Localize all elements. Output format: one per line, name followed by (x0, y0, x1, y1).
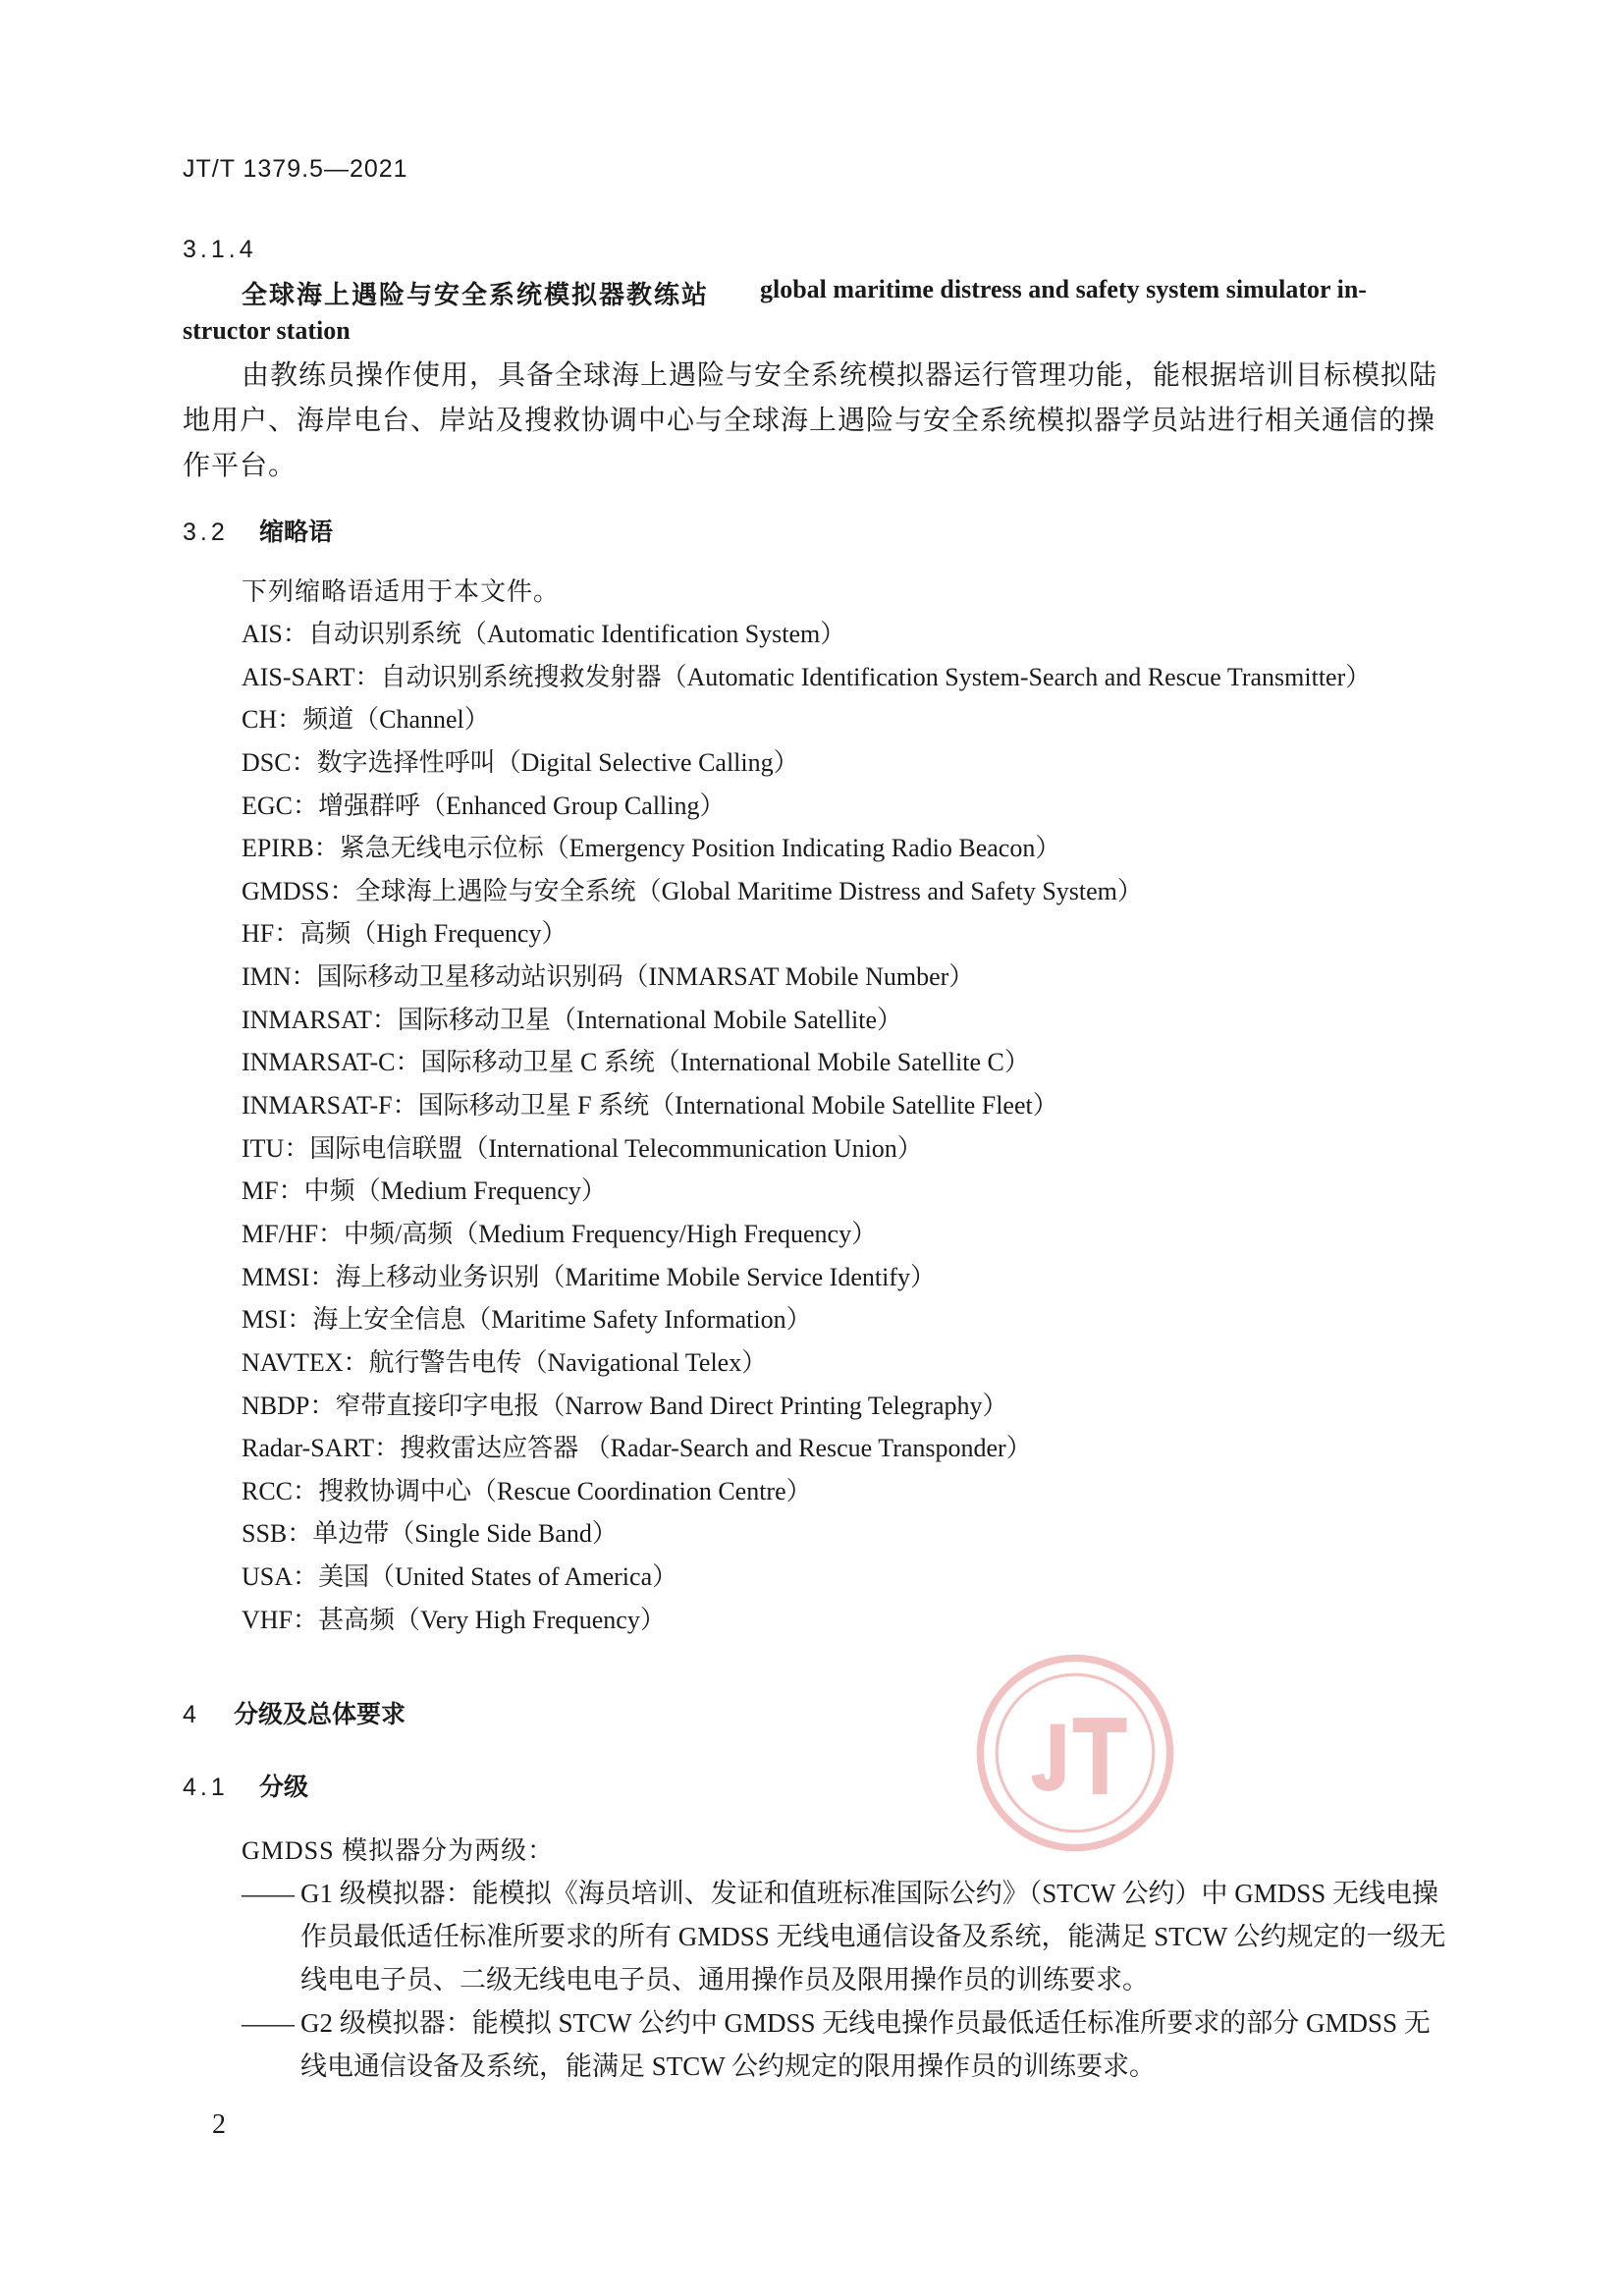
jt-stamp-logo (972, 1650, 1178, 1856)
list-item: INMARSAT-C：国际移动卫星 C 系统（International Mobile Satellite C） (242, 1048, 1030, 1077)
abbreviation-list (242, 617, 1371, 1645)
list-item: Radar-SART：搜救雷达应答器 （Radar-Search and Rescue Transponder） (242, 1434, 1032, 1463)
section-number: 4.1 (183, 1774, 229, 1801)
term-english-line1: global maritime distress and safety system simulator in- (760, 275, 1367, 303)
grading-intro: GMDSS 模拟器分为两级： (242, 1836, 555, 1865)
list-item: AIS-SART：自动识别系统搜救发射器（Automatic Identification System-Search and Rescue Transmitter） (242, 662, 1372, 691)
list-item: MF/HF：中频/高频（Medium Frequency/High Frequency） (242, 1219, 878, 1248)
clause-number: 3.1.4 (183, 236, 257, 263)
term-chinese: 全球海上遇险与安全系统模拟器教练站 (242, 280, 710, 309)
section-number: 3.2 (183, 519, 229, 546)
grading-item-g2 (242, 2001, 1451, 2088)
list-item: DSC：数字选择性呼叫（Digital Selective Calling） (242, 747, 799, 777)
term-definition (183, 354, 1451, 489)
list-item: INMARSAT：国际移动卫星（International Mobile Satellite） (242, 1005, 903, 1034)
term-english-line2: structor station (183, 316, 351, 345)
list-item: NAVTEX：航行警告电传（Navigational Telex） (242, 1347, 768, 1377)
list-item: NBDP：窄带直接印字电报（Narrow Band Direct Printing Telegraphy） (242, 1391, 1008, 1420)
list-item: EPIRB：紧急无线电示位标（Emergency Position Indicating Radio Beacon） (242, 834, 1061, 863)
list-item: MSI：海上安全信息（Maritime Safety Information） (242, 1305, 812, 1335)
page-number: 2 (212, 2109, 226, 2140)
list-item: RCC：搜救协调中心（Rescue Coordination Centre） (242, 1476, 812, 1505)
section-title: 分级 (259, 1774, 309, 1801)
section-title: 分级及总体要求 (234, 1701, 406, 1728)
standard-code: JT/T 1379.5—2021 (183, 155, 408, 183)
list-item: EGC：增强群呼（Enhanced Group Calling） (242, 791, 726, 820)
list-item: INMARSAT-F：国际移动卫星 F 系统（International Mobile Satellite Fleet） (242, 1091, 1058, 1121)
list-item: ITU：国际电信联盟（International Telecommunication Union） (242, 1133, 923, 1163)
grading-item-g1 (242, 1872, 1451, 2001)
list-dash: —— (242, 1879, 295, 1908)
term-heading (242, 275, 1449, 311)
list-item: USA：美国（United States of America） (242, 1562, 678, 1592)
section-number: 4 (183, 1701, 200, 1728)
list-item: MMSI：海上移动业务识别（Maritime Mobile Service Identify） (242, 1262, 936, 1291)
section-title: 缩略语 (259, 519, 334, 546)
list-item: HF：高频（High Frequency） (242, 919, 568, 949)
list-item: MF：中频（Medium Frequency） (242, 1176, 607, 1206)
list-item-text: G2 级模拟器：能模拟 STCW 公约中 GMDSS 无线电操作员最低适任标准所要求的部分 GMDSS 无线电通信设备及系统，能满足 STCW 公约规定的限用操作员的训练要求。 (300, 2008, 1431, 2081)
list-item: VHF：甚高频（Very High Frequency） (242, 1605, 666, 1634)
term-definition-text: 由教练员操作使用，具备全球海上遇险与安全系统模拟器运行管理功能，能根据培训目标模拟陆地用户、海岸电台、岸站及搜救协调中心与全球海上遇险与安全系统模拟器学员站进行相关通信的操作平台。 (183, 360, 1438, 481)
abbreviations-intro: 下列缩略语适用于本文件。 (242, 577, 561, 606)
list-item: AIS：自动识别系统（Automatic Identification System） (242, 620, 846, 648)
list-item: GMDSS：全球海上遇险与安全系统（Global Maritime Distress and Safety System） (242, 876, 1143, 905)
list-item: CH：频道（Channel） (242, 705, 490, 735)
section-heading-3-2 (183, 513, 333, 548)
list-dash: —— (242, 2008, 295, 2038)
list-item: IMN：国际移动卫星移动站识别码（INMARSAT Mobile Number） (242, 962, 975, 992)
section-heading-4 (183, 1695, 406, 1730)
section-heading-4-1 (183, 1768, 308, 1803)
list-item-text: G1 级模拟器：能模拟《海员培训、发证和值班标准国际公约》（STCW 公约）中 GMDSS 无线电操作员最低适任标准所要求的所有 GMDSS 无线电通信设备及系统，能满足 STCW 公约规定的一级无线电电子员、二级无线电电子员、通用操作员及限用操作员的训练要求。 (300, 1879, 1446, 1995)
list-item: SSB：单边带（Single Side Band） (242, 1519, 618, 1549)
